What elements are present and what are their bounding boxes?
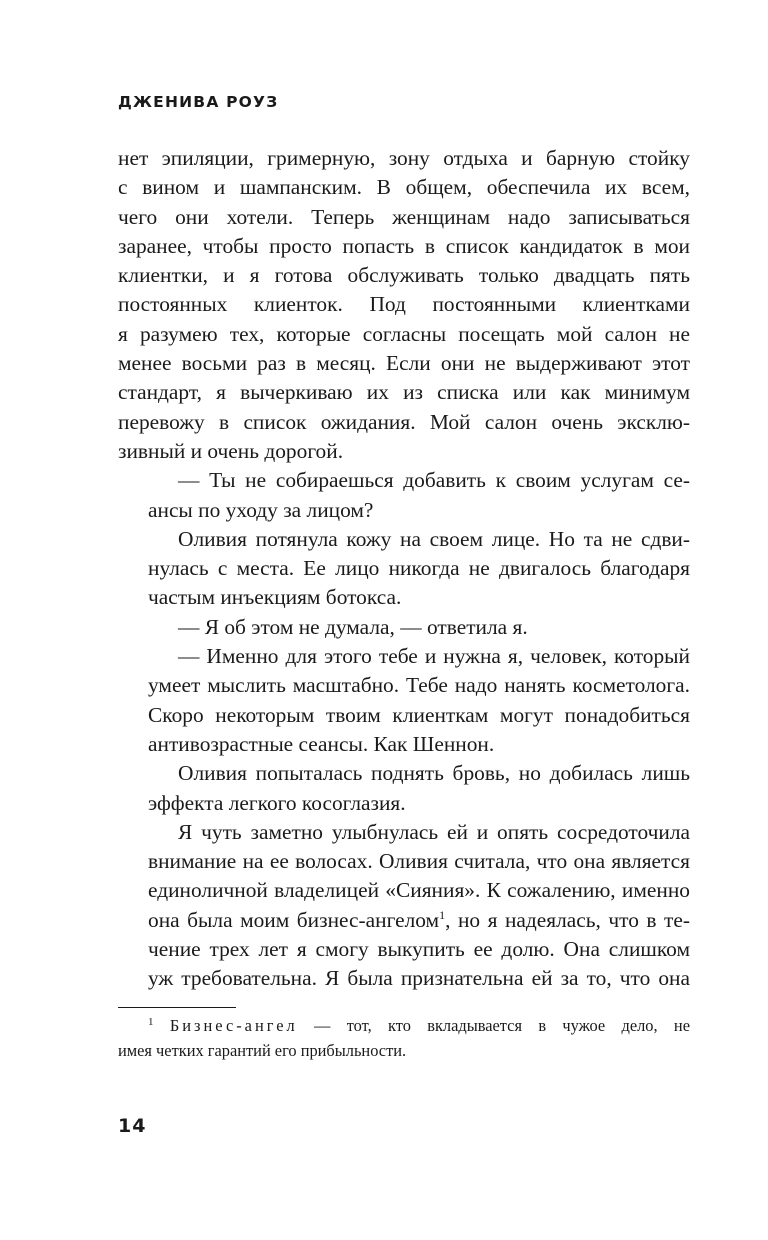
text-line: с вином и шампанским. В общем, обеспечила их всем,	[118, 175, 690, 200]
text-line: Оливия потянула кожу на своем лице. Но та не сдви-	[178, 526, 690, 551]
text-line: внимание на ее волосах. Оливия считала, что она является	[148, 849, 690, 874]
text-line: чение трех лет я смогу выкупить ее долю. Она слишком	[148, 937, 690, 962]
text-line: менее восьми раз в месяц. Если они не выдерживают этот	[118, 351, 690, 376]
text-line: стандарт, я вычеркиваю их из списка или как минимум	[118, 380, 690, 405]
body-text	[118, 144, 690, 994]
text-line	[118, 906, 690, 935]
footnote-divider	[118, 1007, 236, 1008]
paragraph	[118, 144, 690, 466]
text-segment: но я надеялась, что в те-	[457, 907, 690, 932]
text-line: зивный и очень дорогой.	[118, 438, 344, 463]
footnote	[118, 1014, 690, 1063]
footnote-term: Бизнес-ангел	[169, 1016, 298, 1035]
text-line: уж требовательна. Я была признательна ей за то, что она	[148, 966, 690, 991]
footnote-line: имея четких гарантий его прибыльности.	[118, 1040, 407, 1060]
paragraph	[118, 642, 690, 759]
text-line: частым инъекциям ботокса.	[148, 585, 402, 610]
text-line: я разумею тех, которые согласны посещать мой салон не	[118, 321, 690, 346]
text-line: заранее, чтобы просто попасть в список кандидаток в мои	[118, 233, 690, 258]
text-line: Скоро некоторым твоим клиенткам могут понадобиться	[148, 702, 690, 727]
page-number: 14	[118, 1115, 147, 1137]
text-line: — Ты не собираешься добавить к своим услугам се-	[178, 468, 690, 493]
text-line: чего они хотели. Теперь женщинам надо записываться	[118, 204, 690, 229]
paragraph	[118, 759, 690, 818]
text-line: клиентки, и я готова обслуживать только двадцать пять	[118, 263, 690, 288]
footnote-marker: 1	[148, 1016, 154, 1028]
text-line: единоличной владелицей «Сияния». К сожалению, именно	[148, 878, 690, 903]
text-line: нулась с места. Ее лицо никогда не двигалось благодаря	[148, 556, 690, 581]
text-line: — Именно для этого тебе и нужна я, человек, который	[178, 644, 690, 669]
text-line: ансы по уходу за лицом?	[148, 497, 374, 522]
footnote-reference[interactable]: 1	[439, 907, 446, 922]
text-segment: она была моим бизнес-ангелом	[148, 907, 440, 932]
text-line: Я чуть заметно улыбнулась ей и опять сосредоточила	[178, 819, 690, 844]
footnote-line	[118, 1014, 690, 1039]
text-line: нет эпиляции, гримерную, зону отдыха и барную стойку	[118, 146, 690, 170]
paragraph	[118, 613, 690, 642]
text-line: эффекта легкого косоглазия.	[148, 790, 406, 815]
text-segment: ,	[445, 907, 451, 932]
text-line: постоянных клиенток. Под постоянными клиентками	[118, 292, 690, 317]
text-line: — Я об этом не думала, — ответила я.	[178, 614, 528, 639]
running-header: ДЖЕНИВА РОУЗ	[118, 93, 279, 111]
paragraph	[118, 525, 690, 613]
text-line: Оливия попыталась поднять бровь, но добилась лишь	[178, 761, 690, 786]
text-line: умеет мыслить масштабно. Тебе надо нанять косметолога.	[148, 673, 690, 698]
footnote-text: — тот, кто вкладывается в чужое дело, не	[314, 1016, 690, 1035]
paragraph	[118, 818, 690, 994]
text-line: антивозрастные сеансы. Как Шеннон.	[148, 731, 495, 756]
text-line: перевожу в список ожидания. Мой салон очень эксклю-	[118, 409, 690, 434]
paragraph	[118, 466, 690, 525]
